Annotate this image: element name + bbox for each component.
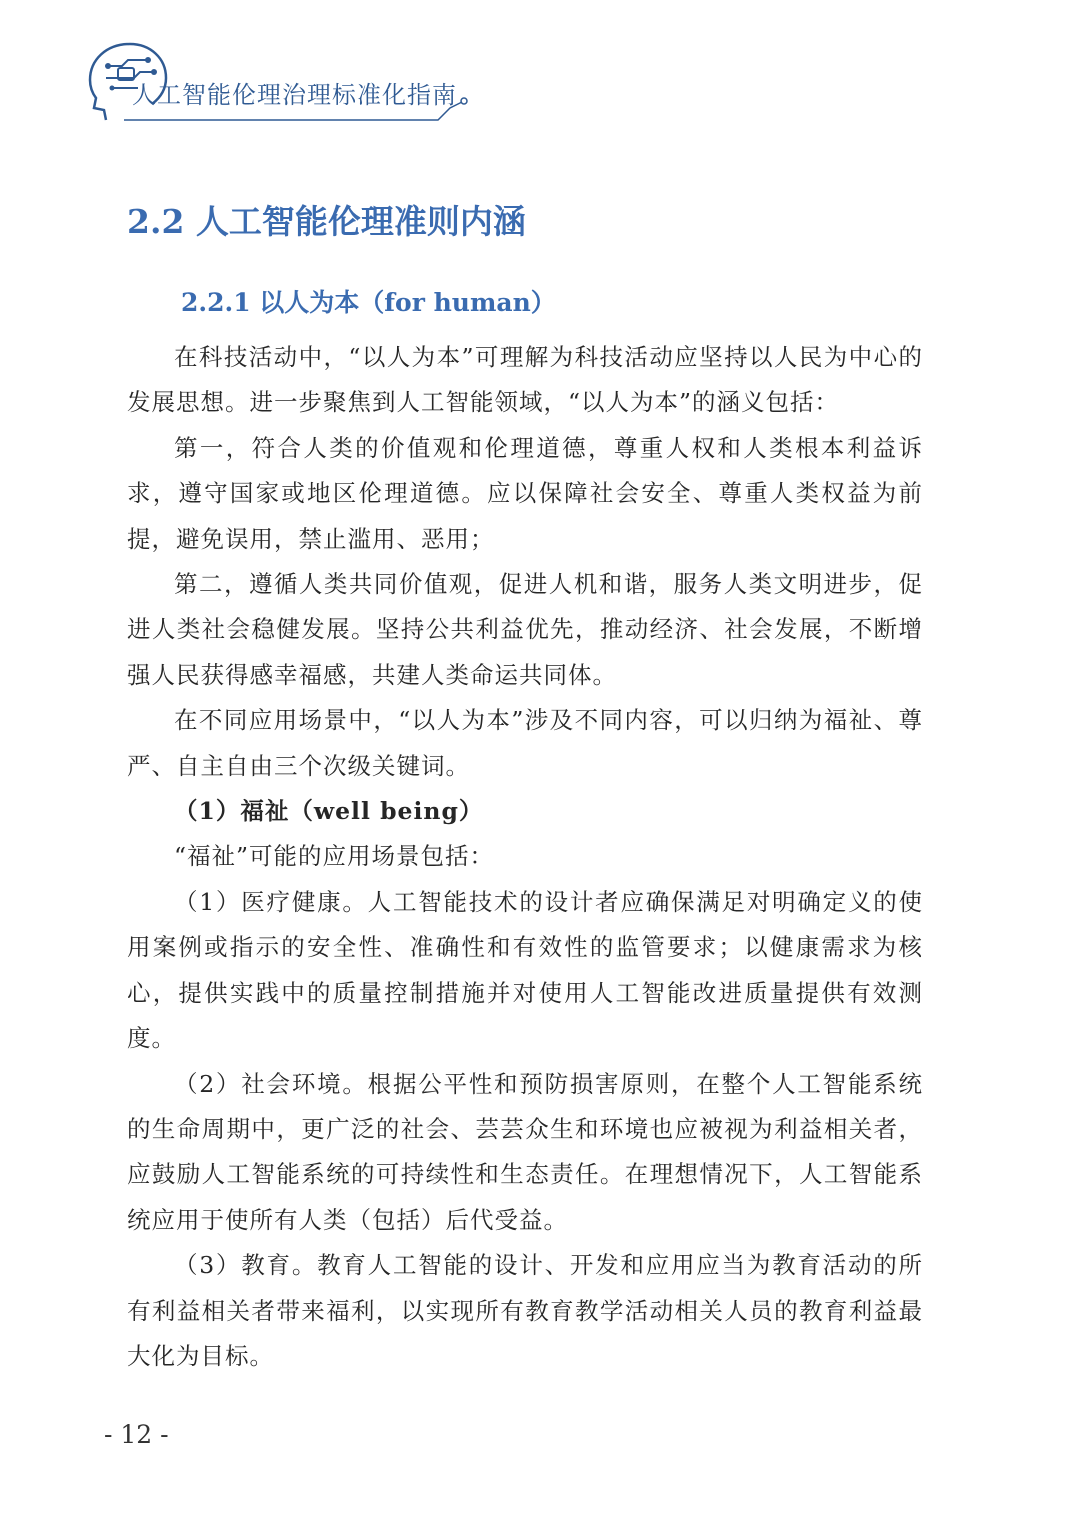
paragraph: “福祉”可能的应用场景包括： bbox=[174, 842, 495, 871]
paragraph: 在科技活动中，“以人为本”可理解为科技活动应坚持以人民为中心的发展思想。进一步聚焦到人工智能领域，“以人为本”的涵义包括： bbox=[127, 343, 923, 417]
paragraph: 在不同应用场景中，“以人为本”涉及不同内容，可以归纳为福祉、尊严、自主自由三个次级关键词。 bbox=[127, 706, 923, 780]
page-number: - 12 - bbox=[104, 1420, 169, 1449]
paragraph: 第一，符合人类的价值观和伦理道德，尊重人权和人类根本利益诉求，遵守国家或地区伦理道德。应以保障社会安全、尊重人类权益为前提，避免误用，禁止滥用、恶用； bbox=[127, 433, 923, 553]
header-title: 人工智能伦理治理标准化指南 bbox=[132, 81, 457, 109]
subheading-wellbeing: （1）福祉（well being） bbox=[174, 797, 484, 826]
paragraph: （3）教育。教育人工智能的设计、开发和应用应当为教育活动的所有利益相关者带来福利，以实现所有教育教学活动相关人员的教育利益最大化为目标。 bbox=[127, 1251, 923, 1370]
subsection-title: 2.2.1 以人为本（for human） bbox=[181, 288, 556, 317]
paragraph: 第二，遵循人类共同价值观，促进人机和谐，服务人类文明进步，促进人类社会稳健发展。坚持公共利益优先，推动经济、社会发展，不断增强人民获得感幸福感，共建人类命运共同体。 bbox=[127, 570, 923, 689]
paragraph: （2）社会环境。根据公平性和预防损害原则，在整个人工智能系统的生命周期中，更广泛的社会、芸芸众生和环境也应被视为利益相关者，应鼓励人工智能系统的可持续性和生态责任。在理想情况下，人工智能系统应用于使所有人类（包括）后代受益。 bbox=[127, 1069, 923, 1234]
paragraph: （1）医疗健康。人工智能技术的设计者应确保满足对明确定义的使用案例或指示的安全性、准确性和有效性的监管要求；以健康需求为核心，提供实践中的质量控制措施并对使用人工智能改进质量提供有效测度。 bbox=[127, 887, 923, 1053]
section-title: 2.2 人工智能伦理准则内涵 bbox=[127, 202, 526, 241]
body-text bbox=[127, 335, 923, 1379]
